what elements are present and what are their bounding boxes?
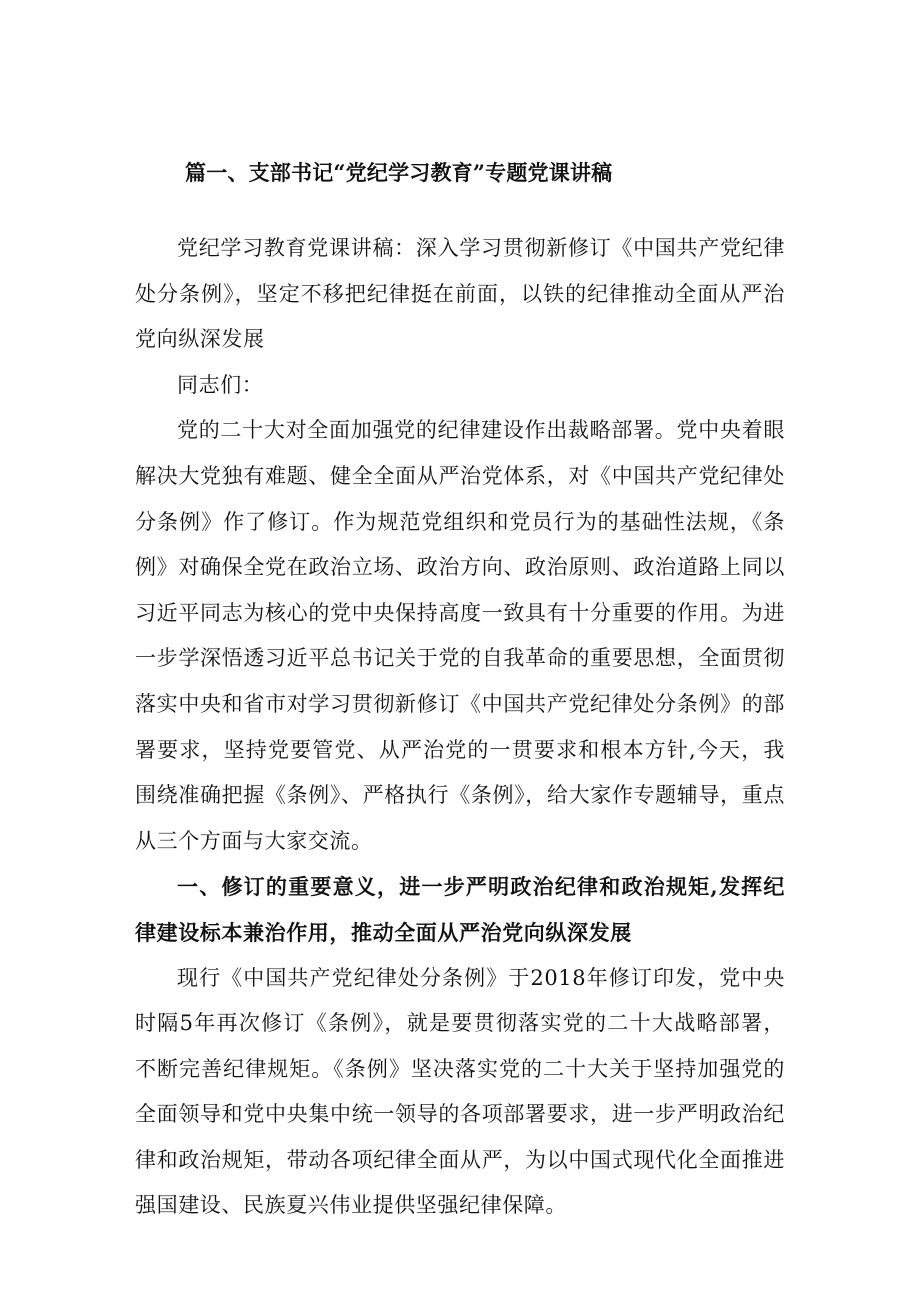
section-paragraph: 现行《中国共产党纪律处分条例》于2018年修订印发，党中央时隔5年再次修订《条例》，就是要贯彻落实党的二十大战略部署，不断完善纪律规矩。《条例》坚决落实党的二十大关于坚持加强党的全面领导和党中央集中统一领导的各项部署要求，进一步严明政治纪律和政治规矩，带动各项纪律全面从严，为以中国式现代化全面推进强国建设、民族夏兴伟业提供坚强纪律保障。	[135, 965, 785, 1218]
salutation-paragraph: 同志们：	[177, 372, 264, 397]
intro-paragraph: 党的二十大对全面加强党的纪律建设作出裁略部署。党中央着眼解决大党独有难题、健全全面从严治党体系，对《中国共产党纪律处分条例》作了修订。作为规范党组织和党员行为的基础性法规，《条例》对确保全党在政治立场、政治方向、政治原则、政治道路上同以习近平同志为核心的党中央保持高度一致具有十分重要的作用。为进一步学深悟透习近平总书记关于党的自我革命的重要思想，全面贯彻落实中央和省市对学习贯彻新修订《中国共产党纪律处分条例》的部署要求，坚持党要管党、从严治党的一贯要求和根本方针,今天，我围绕准确把握《条例》、严格执行《条例》，给大家作专题辅导，重点从三个方面与大家交流。	[135, 418, 785, 853]
document-title: 篇一、支部书记“党纪学习教育”专题党课讲稿	[185, 160, 613, 185]
document-body	[135, 226, 785, 1229]
subtitle-paragraph: 党纪学习教育党课讲稿：深入学习贯彻新修订《中国共产党纪律处分条例》，坚定不移把纪律挺在前面，以铁的纪律推动全面从严治党向纵深发展	[135, 236, 785, 352]
section-heading: 一、修订的重要意义，进一步严明政治纪律和政治规矩,发挥纪律建设标本兼治作用，推动全面从严治党向纵深发展	[135, 874, 785, 945]
